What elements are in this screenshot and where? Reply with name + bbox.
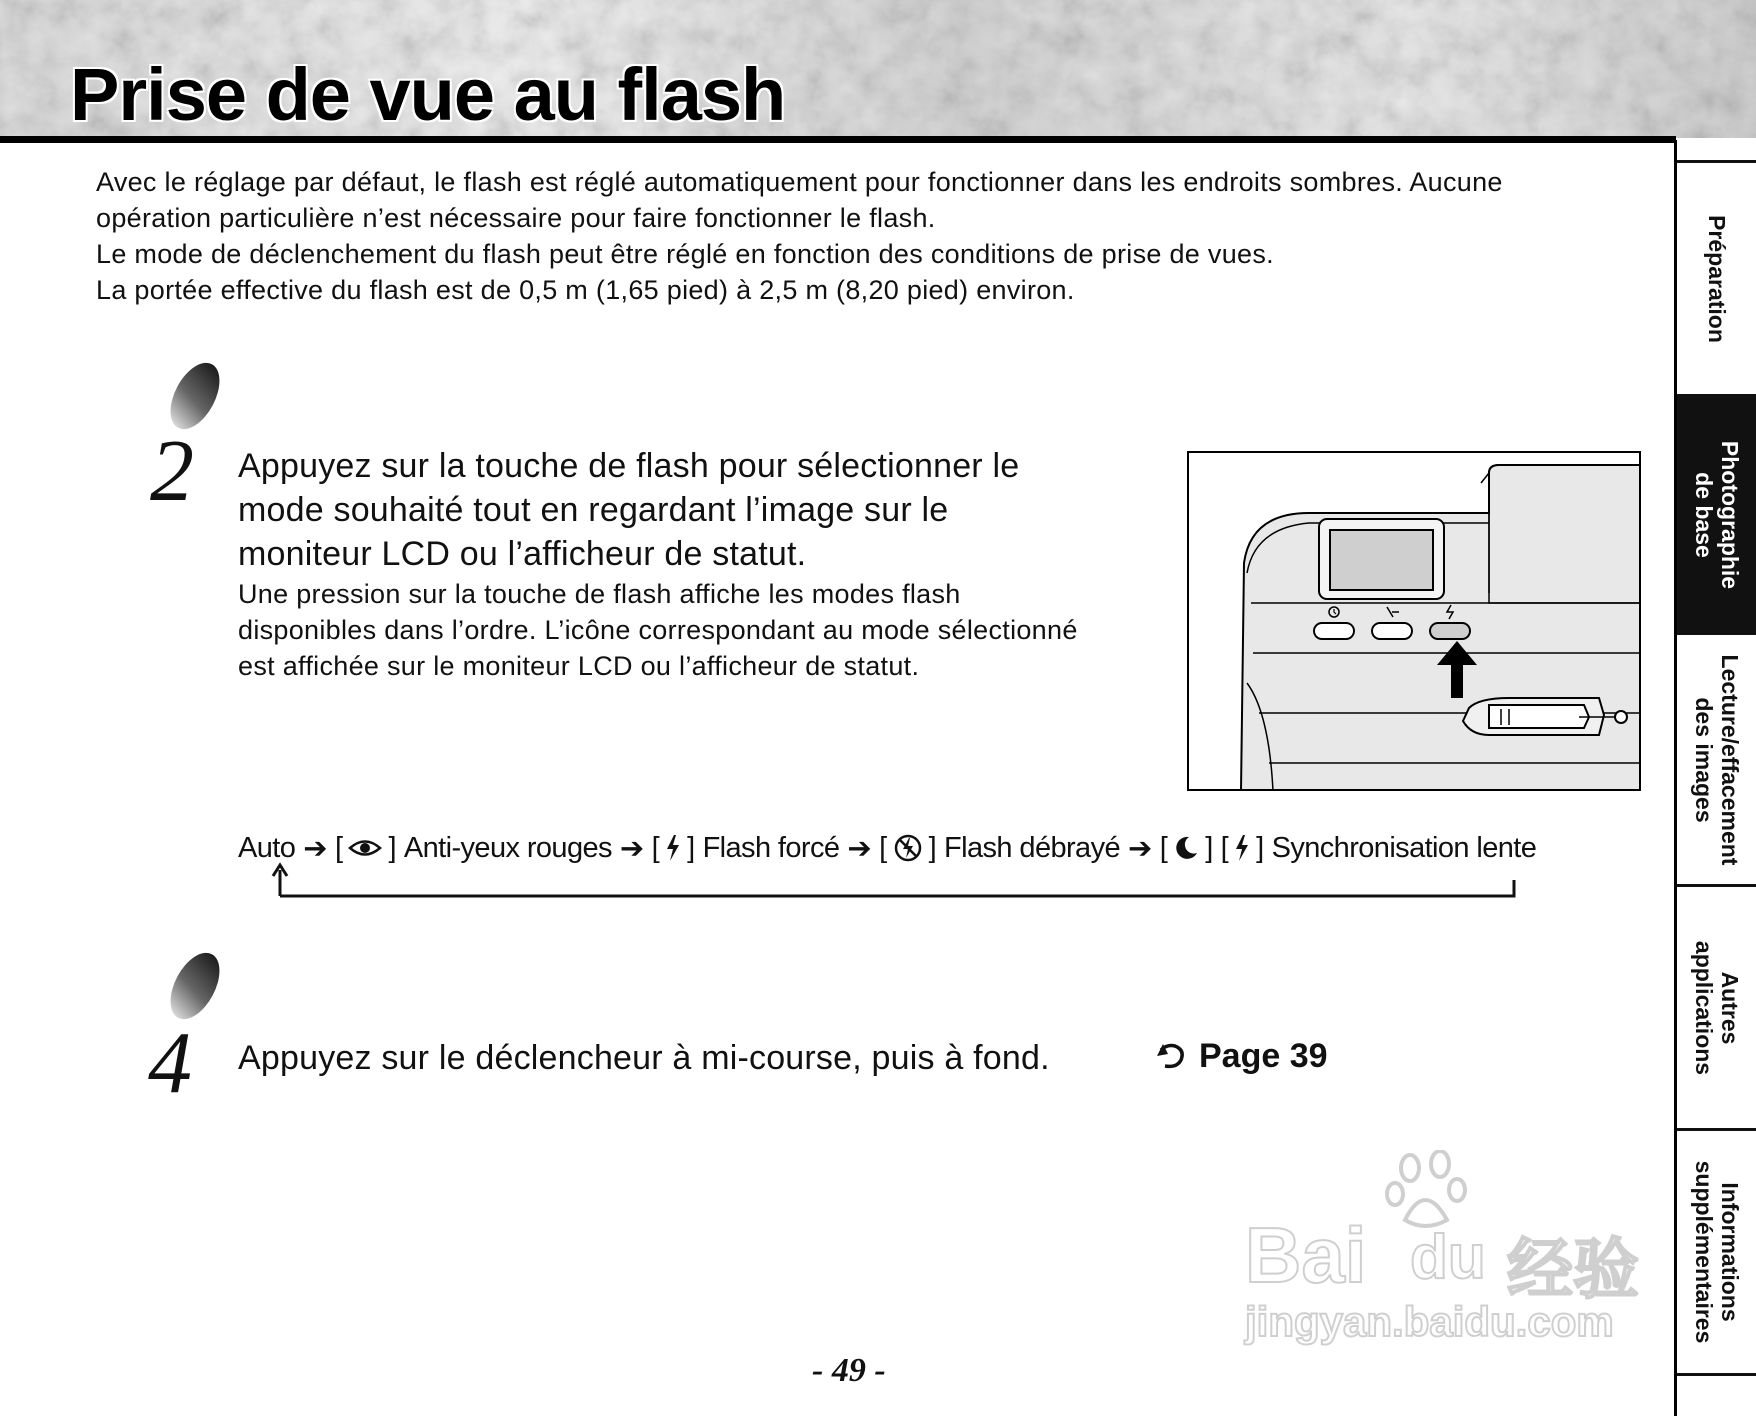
header-banner bbox=[0, 0, 1756, 138]
tab-preparation[interactable] bbox=[1677, 160, 1756, 394]
paw-icon bbox=[1385, 1150, 1475, 1230]
tab-label-line: Autres bbox=[1716, 971, 1743, 1044]
tab-lecture-effacement[interactable] bbox=[1677, 632, 1756, 884]
step-4-instruction: Appuyez sur le déclencheur à mi-course, puis à fond. bbox=[238, 1039, 1050, 1077]
tab-label-line: Photographie bbox=[1716, 440, 1743, 589]
instruction-line: mode souhaité tout en regardant l’image sur le bbox=[238, 491, 949, 529]
page-number: - 49 - bbox=[812, 1352, 886, 1389]
tab-label-line: Lecture/effacement bbox=[1716, 654, 1743, 865]
tab-label bbox=[1691, 1161, 1743, 1344]
flash-icon bbox=[1234, 834, 1250, 862]
step-2-instruction bbox=[238, 444, 1118, 576]
intro-line: La portée effective du flash est de 0,5 m (1,65 pied) à 2,5 m (8,20 pied) environ. bbox=[96, 275, 1075, 305]
intro-paragraph bbox=[96, 164, 1656, 308]
watermark-brand: Bai bbox=[1245, 1211, 1367, 1299]
flash-icon bbox=[665, 834, 681, 862]
tab-label-line: supplémentaires bbox=[1690, 1160, 1717, 1344]
instruction-line: moniteur LCD ou l’afficheur de statut. bbox=[238, 535, 807, 573]
camera-top-drawing bbox=[1189, 453, 1641, 791]
tab-label-line: Informations bbox=[1716, 1182, 1743, 1322]
tab-photographie-de-base[interactable] bbox=[1677, 394, 1756, 632]
flash-off-icon bbox=[893, 833, 923, 863]
flash-mode-sequence: Auto ➔ [ ] Anti-yeux rouges ➔ [ ] Flash forcé ➔ [ ] Flash débrayé ➔ [ ] [ ] Synchronisation lente bbox=[238, 831, 1537, 865]
arrow-right: ➔ bbox=[303, 832, 327, 865]
mode-auto: Auto bbox=[238, 831, 296, 864]
watermark-url: jingyan.baidu.com bbox=[1245, 1298, 1614, 1345]
tab-label bbox=[1691, 440, 1743, 588]
detail-line: disponibles dans l’ordre. L’icône correspondant au mode sélectionné bbox=[238, 615, 1078, 645]
mode-forced: Flash forcé bbox=[702, 831, 840, 864]
header-rule bbox=[0, 136, 1676, 143]
step-number-4: 4 bbox=[148, 1015, 192, 1112]
mode-off: Flash débrayé bbox=[944, 831, 1121, 864]
step-2-detail bbox=[238, 576, 1178, 684]
intro-line: Avec le réglage par défaut, le flash est réglé automatiquement pour fonctionner dans les endroits sombres. Aucune bbox=[96, 167, 1503, 197]
night-icon bbox=[1173, 835, 1199, 861]
arrow-right: ➔ bbox=[847, 832, 872, 865]
watermark-brand-2: du bbox=[1410, 1223, 1486, 1292]
cycle-return-arrow bbox=[270, 860, 1520, 900]
tab-label: Préparation bbox=[1703, 214, 1730, 343]
instruction-line: Appuyez sur la touche de flash pour sélectionner le bbox=[238, 447, 1020, 485]
tab-label-line: applications bbox=[1690, 940, 1717, 1075]
tab-label bbox=[1691, 654, 1743, 865]
camera-illustration bbox=[1187, 451, 1641, 791]
page-reference-label: Page 39 bbox=[1199, 1037, 1328, 1075]
page-title: Prise de vue au flash bbox=[70, 53, 786, 136]
intro-line: opération particulière n’est nécessaire pour faire fonctionner le flash. bbox=[96, 203, 936, 233]
baidu-watermark bbox=[1245, 1150, 1655, 1350]
tab-autres-applications[interactable] bbox=[1677, 884, 1756, 1128]
tab-label bbox=[1691, 940, 1743, 1074]
page-reference-link[interactable] bbox=[1155, 1037, 1328, 1076]
intro-line: Le mode de déclenchement du flash peut être réglé en fonction des conditions de prise de vues. bbox=[96, 239, 1274, 269]
detail-line: Une pression sur la touche de flash affiche les modes flash bbox=[238, 579, 961, 609]
tab-label-line: de base bbox=[1690, 471, 1717, 558]
step-number-2: 2 bbox=[150, 423, 194, 520]
tab-label-line: des images bbox=[1690, 696, 1717, 823]
detail-line: est affichée sur le moniteur LCD ou l’afficheur de statut. bbox=[238, 651, 920, 681]
watermark-cn: 经验 bbox=[1507, 1231, 1639, 1308]
arrow-right: ➔ bbox=[1128, 832, 1152, 865]
mode-slow-sync: Synchronisation lente bbox=[1271, 831, 1537, 864]
return-arrow-icon bbox=[1155, 1042, 1189, 1072]
mode-red-eye: Anti-yeux rouges bbox=[403, 831, 612, 864]
arrow-right: ➔ bbox=[619, 832, 644, 865]
tab-informations-supplementaires[interactable] bbox=[1677, 1128, 1756, 1376]
eye-icon bbox=[348, 837, 382, 859]
